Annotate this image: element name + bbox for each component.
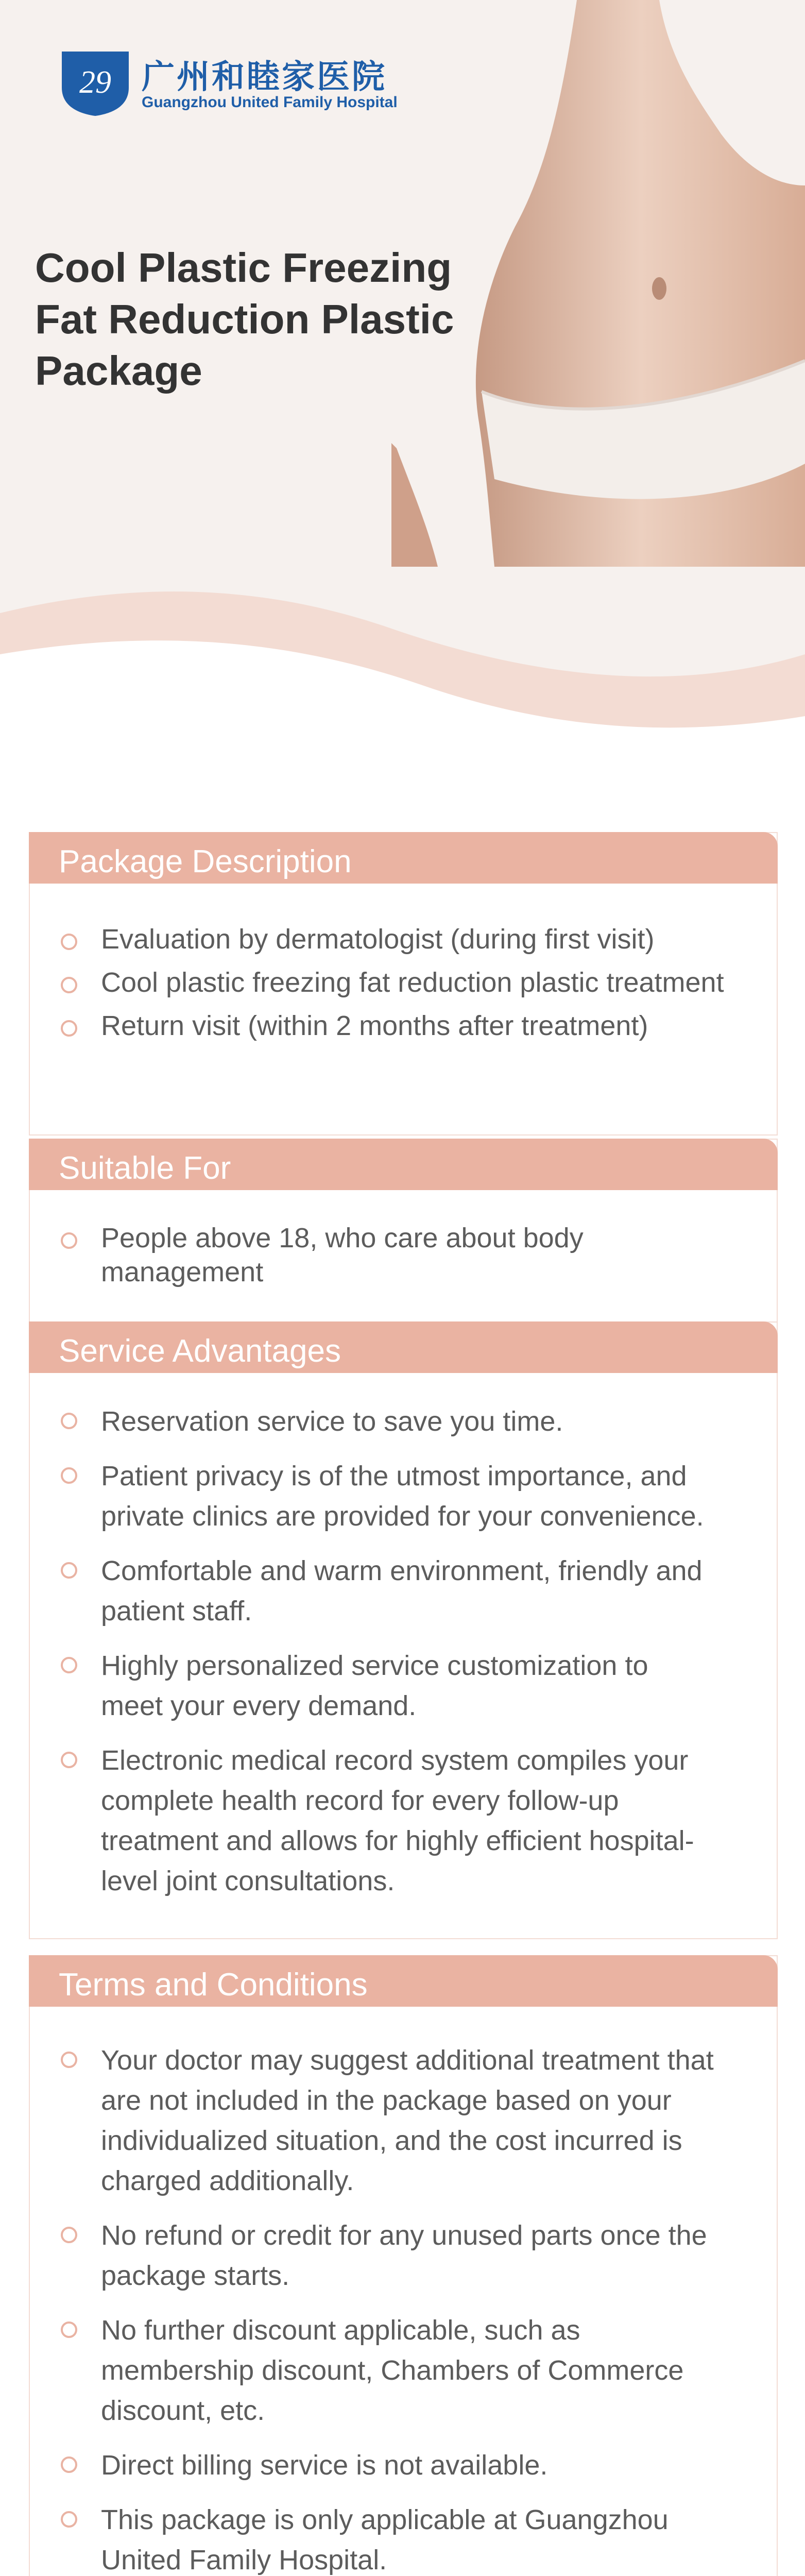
package-list xyxy=(60,922,740,1052)
ufh-logo-icon xyxy=(57,41,134,118)
terms-list xyxy=(60,2040,719,2576)
page-title: Cool Plastic Freezing Fat Reduction Plastic Package xyxy=(35,245,454,394)
list-item: Return visit (within 2 months after treatment) xyxy=(60,1009,740,1043)
list-item: Electronic medical record system compiles your complete health record for every follow-up treatment and allows for highly efficient hospital-level joint consultations. xyxy=(60,1740,714,1901)
package-description-header xyxy=(29,832,778,884)
list-item: This package is only applicable at Guangzhou United Family Hospital. xyxy=(60,2500,719,2576)
advantages-list xyxy=(60,1401,714,1916)
list-item: No refund or credit for any unused parts once the package starts. xyxy=(60,2215,719,2296)
list-item: Reservation service to save you time. xyxy=(60,1401,714,1442)
list-item: Evaluation by dermatologist (during first visit) xyxy=(60,922,740,956)
list-item: People above 18, who care about body management xyxy=(60,1221,667,1289)
svg-text:29: 29 xyxy=(79,65,111,100)
hero-banner xyxy=(0,0,805,814)
section-heading: Terms and Conditions xyxy=(59,1967,368,2003)
list-item: Patient privacy is of the utmost importance, and private clinics are provided for your convenience. xyxy=(60,1456,714,1536)
suitable-list xyxy=(60,1221,667,1298)
service-advantages-header xyxy=(29,1321,778,1373)
hospital-name-cn: 广州和睦家医院 xyxy=(142,58,387,95)
suitable-for-header xyxy=(29,1139,778,1190)
terms-header xyxy=(29,1955,778,2007)
list-item: Your doctor may suggest additional treatment that are not included in the package based on your individualized situation, and the cost incurred is charged additionally. xyxy=(60,2040,719,2201)
list-item: Comfortable and warm environment, friendly and patient staff. xyxy=(60,1551,714,1631)
section-heading: Suitable For xyxy=(59,1150,231,1186)
list-item: Highly personalized service customization to meet your every demand. xyxy=(60,1646,714,1726)
section-heading: Package Description xyxy=(59,844,352,879)
list-item: Cool plastic freezing fat reduction plastic treatment xyxy=(60,965,740,999)
list-item: No further discount applicable, such as membership discount, Chambers of Commerce discount, etc. xyxy=(60,2310,719,2431)
list-item: Direct billing service is not available. xyxy=(60,2445,719,2485)
hero-wave-decoration xyxy=(0,551,805,814)
hospital-name-en: Guangzhou United Family Hospital xyxy=(142,94,398,111)
section-heading: Service Advantages xyxy=(59,1333,341,1369)
